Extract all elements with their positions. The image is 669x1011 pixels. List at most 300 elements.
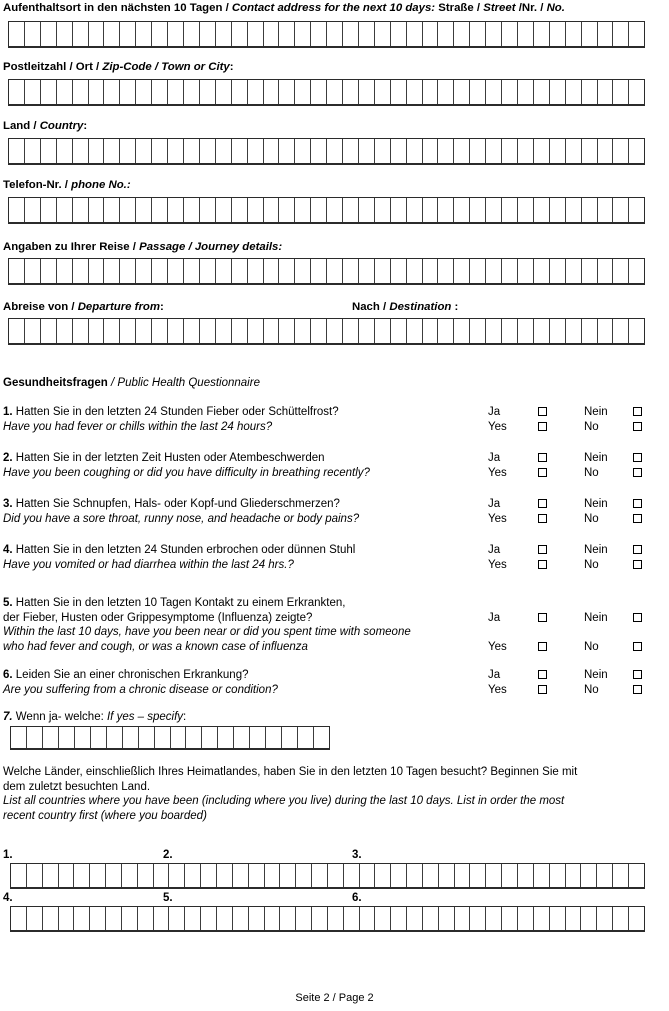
char-box[interactable] <box>200 139 216 163</box>
char-box[interactable] <box>201 864 217 887</box>
char-box[interactable] <box>534 80 550 104</box>
char-box[interactable] <box>359 198 375 222</box>
char-box[interactable] <box>59 864 75 887</box>
char-box[interactable] <box>184 22 200 46</box>
char-box[interactable] <box>438 319 454 343</box>
char-box[interactable] <box>311 22 327 46</box>
q2-no-checkbox[interactable] <box>633 468 642 477</box>
char-box[interactable] <box>518 864 534 887</box>
char-box[interactable] <box>629 907 644 930</box>
char-box[interactable] <box>407 139 423 163</box>
char-box[interactable] <box>581 907 597 930</box>
char-box[interactable] <box>89 259 105 283</box>
char-box[interactable] <box>470 139 486 163</box>
char-box[interactable] <box>280 907 296 930</box>
q2-ja-checkbox[interactable] <box>538 453 547 462</box>
char-box[interactable] <box>344 864 360 887</box>
char-box[interactable] <box>216 22 232 46</box>
char-box[interactable] <box>375 319 391 343</box>
char-box[interactable] <box>152 319 168 343</box>
char-box[interactable] <box>534 259 550 283</box>
char-box[interactable] <box>343 259 359 283</box>
char-box[interactable] <box>152 139 168 163</box>
char-box[interactable] <box>343 139 359 163</box>
char-box[interactable] <box>454 80 470 104</box>
char-box[interactable] <box>454 198 470 222</box>
char-box[interactable] <box>27 727 43 748</box>
country-input-boxes[interactable] <box>8 138 645 165</box>
char-box[interactable] <box>502 907 518 930</box>
char-box[interactable] <box>423 259 439 283</box>
char-box[interactable] <box>171 727 187 748</box>
char-box[interactable] <box>25 319 41 343</box>
char-box[interactable] <box>629 864 644 887</box>
char-box[interactable] <box>375 259 391 283</box>
char-box[interactable] <box>265 864 281 887</box>
char-box[interactable] <box>343 80 359 104</box>
char-box[interactable] <box>518 907 534 930</box>
char-box[interactable] <box>486 259 502 283</box>
char-box[interactable] <box>423 198 439 222</box>
char-box[interactable] <box>89 80 105 104</box>
char-box[interactable] <box>200 198 216 222</box>
char-box[interactable] <box>41 319 57 343</box>
char-box[interactable] <box>152 22 168 46</box>
char-box[interactable] <box>470 80 486 104</box>
char-box[interactable] <box>43 727 59 748</box>
char-box[interactable] <box>264 80 280 104</box>
char-box[interactable] <box>550 22 566 46</box>
char-box[interactable] <box>168 22 184 46</box>
char-box[interactable] <box>90 907 106 930</box>
char-box[interactable] <box>91 727 107 748</box>
char-box[interactable] <box>123 727 139 748</box>
char-box[interactable] <box>550 80 566 104</box>
char-box[interactable] <box>407 80 423 104</box>
char-box[interactable] <box>534 864 550 887</box>
char-box[interactable] <box>566 198 582 222</box>
char-box[interactable] <box>454 139 470 163</box>
char-box[interactable] <box>43 907 59 930</box>
q2-nein-checkbox[interactable] <box>633 453 642 462</box>
journey-input-boxes[interactable] <box>8 258 645 285</box>
q3-yes-checkbox[interactable] <box>538 514 547 523</box>
char-box[interactable] <box>438 259 454 283</box>
char-box[interactable] <box>328 864 344 887</box>
char-box[interactable] <box>328 907 344 930</box>
char-box[interactable] <box>168 139 184 163</box>
char-box[interactable] <box>25 198 41 222</box>
char-box[interactable] <box>502 864 518 887</box>
char-box[interactable] <box>74 864 90 887</box>
char-box[interactable] <box>423 864 439 887</box>
char-box[interactable] <box>104 80 120 104</box>
char-box[interactable] <box>598 259 614 283</box>
char-box[interactable] <box>107 727 123 748</box>
char-box[interactable] <box>566 907 582 930</box>
char-box[interactable] <box>201 907 217 930</box>
char-box[interactable] <box>200 319 216 343</box>
char-box[interactable] <box>518 22 534 46</box>
char-box[interactable] <box>136 259 152 283</box>
char-box[interactable] <box>184 139 200 163</box>
char-box[interactable] <box>202 727 218 748</box>
char-box[interactable] <box>200 80 216 104</box>
char-box[interactable] <box>136 22 152 46</box>
char-box[interactable] <box>152 259 168 283</box>
char-box[interactable] <box>486 198 502 222</box>
char-box[interactable] <box>248 198 264 222</box>
char-box[interactable] <box>279 198 295 222</box>
char-box[interactable] <box>470 907 486 930</box>
char-box[interactable] <box>502 80 518 104</box>
char-box[interactable] <box>502 139 518 163</box>
char-box[interactable] <box>218 727 234 748</box>
char-box[interactable] <box>375 198 391 222</box>
char-box[interactable] <box>550 198 566 222</box>
char-box[interactable] <box>104 319 120 343</box>
char-box[interactable] <box>391 198 407 222</box>
char-box[interactable] <box>438 198 454 222</box>
char-box[interactable] <box>550 139 566 163</box>
char-box[interactable] <box>359 22 375 46</box>
char-box[interactable] <box>311 80 327 104</box>
char-box[interactable] <box>232 319 248 343</box>
char-box[interactable] <box>57 22 73 46</box>
char-box[interactable] <box>295 80 311 104</box>
q6-no-checkbox[interactable] <box>633 685 642 694</box>
char-box[interactable] <box>73 198 89 222</box>
specify-input-boxes[interactable] <box>10 726 330 750</box>
char-box[interactable] <box>248 22 264 46</box>
q1-no-checkbox[interactable] <box>633 422 642 431</box>
char-box[interactable] <box>41 259 57 283</box>
char-box[interactable] <box>168 319 184 343</box>
char-box[interactable] <box>407 198 423 222</box>
q2-yes-checkbox[interactable] <box>538 468 547 477</box>
char-box[interactable] <box>407 907 423 930</box>
char-box[interactable] <box>57 139 73 163</box>
char-box[interactable] <box>136 139 152 163</box>
char-box[interactable] <box>502 259 518 283</box>
char-box[interactable] <box>154 864 170 887</box>
char-box[interactable] <box>264 319 280 343</box>
char-box[interactable] <box>407 319 423 343</box>
char-box[interactable] <box>534 907 550 930</box>
char-box[interactable] <box>423 319 439 343</box>
char-box[interactable] <box>566 139 582 163</box>
char-box[interactable] <box>41 22 57 46</box>
char-box[interactable] <box>598 198 614 222</box>
char-box[interactable] <box>566 80 582 104</box>
char-box[interactable] <box>104 22 120 46</box>
char-box[interactable] <box>550 907 566 930</box>
char-box[interactable] <box>439 907 455 930</box>
char-box[interactable] <box>9 139 25 163</box>
char-box[interactable] <box>502 198 518 222</box>
char-box[interactable] <box>534 319 550 343</box>
char-box[interactable] <box>232 259 248 283</box>
char-box[interactable] <box>423 22 439 46</box>
char-box[interactable] <box>359 259 375 283</box>
char-box[interactable] <box>120 259 136 283</box>
char-box[interactable] <box>106 907 122 930</box>
char-box[interactable] <box>629 22 644 46</box>
char-box[interactable] <box>248 80 264 104</box>
char-box[interactable] <box>73 22 89 46</box>
char-box[interactable] <box>359 139 375 163</box>
char-box[interactable] <box>27 907 43 930</box>
char-box[interactable] <box>138 907 154 930</box>
q1-ja-checkbox[interactable] <box>538 407 547 416</box>
char-box[interactable] <box>59 907 75 930</box>
char-box[interactable] <box>233 907 249 930</box>
char-box[interactable] <box>359 319 375 343</box>
char-box[interactable] <box>136 198 152 222</box>
char-box[interactable] <box>327 198 343 222</box>
char-box[interactable] <box>598 319 614 343</box>
char-box[interactable] <box>407 259 423 283</box>
char-box[interactable] <box>120 80 136 104</box>
char-box[interactable] <box>311 139 327 163</box>
char-box[interactable] <box>25 259 41 283</box>
char-box[interactable] <box>581 864 597 887</box>
char-box[interactable] <box>597 864 613 887</box>
char-box[interactable] <box>312 907 328 930</box>
char-box[interactable] <box>279 80 295 104</box>
char-box[interactable] <box>296 907 312 930</box>
char-box[interactable] <box>314 727 329 748</box>
char-box[interactable] <box>136 319 152 343</box>
char-box[interactable] <box>613 864 629 887</box>
q5-no-checkbox[interactable] <box>633 642 642 651</box>
char-box[interactable] <box>168 80 184 104</box>
char-box[interactable] <box>486 22 502 46</box>
char-box[interactable] <box>104 139 120 163</box>
q6-yes-checkbox[interactable] <box>538 685 547 694</box>
char-box[interactable] <box>439 864 455 887</box>
countries-row2-input-boxes[interactable] <box>10 906 645 932</box>
char-box[interactable] <box>280 864 296 887</box>
char-box[interactable] <box>74 907 90 930</box>
char-box[interactable] <box>185 864 201 887</box>
char-box[interactable] <box>104 198 120 222</box>
char-box[interactable] <box>233 864 249 887</box>
char-box[interactable] <box>423 139 439 163</box>
char-box[interactable] <box>57 198 73 222</box>
q4-ja-checkbox[interactable] <box>538 545 547 554</box>
char-box[interactable] <box>73 80 89 104</box>
char-box[interactable] <box>629 139 644 163</box>
char-box[interactable] <box>470 198 486 222</box>
char-box[interactable] <box>89 139 105 163</box>
char-box[interactable] <box>629 259 644 283</box>
char-box[interactable] <box>598 139 614 163</box>
char-box[interactable] <box>9 80 25 104</box>
char-box[interactable] <box>438 22 454 46</box>
char-box[interactable] <box>217 864 233 887</box>
char-box[interactable] <box>169 864 185 887</box>
char-box[interactable] <box>184 259 200 283</box>
char-box[interactable] <box>279 319 295 343</box>
char-box[interactable] <box>391 22 407 46</box>
char-box[interactable] <box>582 22 598 46</box>
char-box[interactable] <box>534 139 550 163</box>
zip-city-input-boxes[interactable] <box>8 79 645 106</box>
char-box[interactable] <box>391 80 407 104</box>
char-box[interactable] <box>613 907 629 930</box>
char-box[interactable] <box>423 907 439 930</box>
char-box[interactable] <box>89 319 105 343</box>
char-box[interactable] <box>184 319 200 343</box>
street-input-boxes[interactable] <box>8 21 645 48</box>
char-box[interactable] <box>11 864 27 887</box>
char-box[interactable] <box>391 864 407 887</box>
char-box[interactable] <box>486 139 502 163</box>
q4-nein-checkbox[interactable] <box>633 545 642 554</box>
char-box[interactable] <box>518 80 534 104</box>
q4-no-checkbox[interactable] <box>633 560 642 569</box>
char-box[interactable] <box>582 139 598 163</box>
q1-yes-checkbox[interactable] <box>538 422 547 431</box>
char-box[interactable] <box>613 259 629 283</box>
char-box[interactable] <box>184 198 200 222</box>
char-box[interactable] <box>518 259 534 283</box>
char-box[interactable] <box>152 80 168 104</box>
char-box[interactable] <box>120 22 136 46</box>
char-box[interactable] <box>11 727 27 748</box>
char-box[interactable] <box>454 319 470 343</box>
char-box[interactable] <box>518 319 534 343</box>
char-box[interactable] <box>375 80 391 104</box>
char-box[interactable] <box>327 319 343 343</box>
q5-ja-checkbox[interactable] <box>538 613 547 622</box>
char-box[interactable] <box>9 198 25 222</box>
char-box[interactable] <box>216 319 232 343</box>
departure-destination-input-boxes[interactable] <box>8 318 645 345</box>
char-box[interactable] <box>295 198 311 222</box>
char-box[interactable] <box>311 198 327 222</box>
char-box[interactable] <box>234 727 250 748</box>
char-box[interactable] <box>185 907 201 930</box>
char-box[interactable] <box>327 80 343 104</box>
char-box[interactable] <box>89 22 105 46</box>
char-box[interactable] <box>391 139 407 163</box>
char-box[interactable] <box>550 319 566 343</box>
char-box[interactable] <box>629 198 644 222</box>
char-box[interactable] <box>265 907 281 930</box>
char-box[interactable] <box>502 22 518 46</box>
char-box[interactable] <box>454 22 470 46</box>
char-box[interactable] <box>375 907 391 930</box>
char-box[interactable] <box>9 22 25 46</box>
char-box[interactable] <box>232 198 248 222</box>
char-box[interactable] <box>470 22 486 46</box>
char-box[interactable] <box>89 198 105 222</box>
char-box[interactable] <box>566 864 582 887</box>
char-box[interactable] <box>344 907 360 930</box>
char-box[interactable] <box>200 22 216 46</box>
char-box[interactable] <box>9 259 25 283</box>
char-box[interactable] <box>57 319 73 343</box>
countries-row1-input-boxes[interactable] <box>10 863 645 889</box>
char-box[interactable] <box>518 139 534 163</box>
char-box[interactable] <box>122 864 138 887</box>
char-box[interactable] <box>391 907 407 930</box>
char-box[interactable] <box>25 80 41 104</box>
char-box[interactable] <box>613 198 629 222</box>
char-box[interactable] <box>138 864 154 887</box>
char-box[interactable] <box>232 22 248 46</box>
char-box[interactable] <box>279 259 295 283</box>
q3-no-checkbox[interactable] <box>633 514 642 523</box>
char-box[interactable] <box>312 864 328 887</box>
char-box[interactable] <box>613 139 629 163</box>
char-box[interactable] <box>139 727 155 748</box>
q3-ja-checkbox[interactable] <box>538 499 547 508</box>
char-box[interactable] <box>438 139 454 163</box>
char-box[interactable] <box>391 319 407 343</box>
char-box[interactable] <box>455 864 471 887</box>
char-box[interactable] <box>470 259 486 283</box>
char-box[interactable] <box>295 319 311 343</box>
char-box[interactable] <box>154 907 170 930</box>
char-box[interactable] <box>360 864 376 887</box>
char-box[interactable] <box>391 259 407 283</box>
char-box[interactable] <box>582 198 598 222</box>
char-box[interactable] <box>248 259 264 283</box>
char-box[interactable] <box>613 22 629 46</box>
char-box[interactable] <box>264 259 280 283</box>
char-box[interactable] <box>232 139 248 163</box>
char-box[interactable] <box>534 198 550 222</box>
char-box[interactable] <box>502 319 518 343</box>
char-box[interactable] <box>298 727 314 748</box>
char-box[interactable] <box>296 864 312 887</box>
char-box[interactable] <box>295 139 311 163</box>
char-box[interactable] <box>327 139 343 163</box>
char-box[interactable] <box>216 259 232 283</box>
q6-ja-checkbox[interactable] <box>538 670 547 679</box>
char-box[interactable] <box>279 139 295 163</box>
char-box[interactable] <box>454 259 470 283</box>
char-box[interactable] <box>169 907 185 930</box>
char-box[interactable] <box>486 907 502 930</box>
char-box[interactable] <box>279 22 295 46</box>
char-box[interactable] <box>41 198 57 222</box>
char-box[interactable] <box>264 139 280 163</box>
char-box[interactable] <box>550 864 566 887</box>
char-box[interactable] <box>566 22 582 46</box>
char-box[interactable] <box>407 864 423 887</box>
char-box[interactable] <box>582 259 598 283</box>
char-box[interactable] <box>9 319 25 343</box>
char-box[interactable] <box>486 80 502 104</box>
char-box[interactable] <box>216 139 232 163</box>
char-box[interactable] <box>184 80 200 104</box>
char-box[interactable] <box>327 259 343 283</box>
char-box[interactable] <box>216 80 232 104</box>
char-box[interactable] <box>282 727 298 748</box>
char-box[interactable] <box>486 319 502 343</box>
char-box[interactable] <box>25 139 41 163</box>
char-box[interactable] <box>136 80 152 104</box>
char-box[interactable] <box>375 22 391 46</box>
char-box[interactable] <box>264 22 280 46</box>
char-box[interactable] <box>438 80 454 104</box>
char-box[interactable] <box>250 727 266 748</box>
char-box[interactable] <box>486 864 502 887</box>
